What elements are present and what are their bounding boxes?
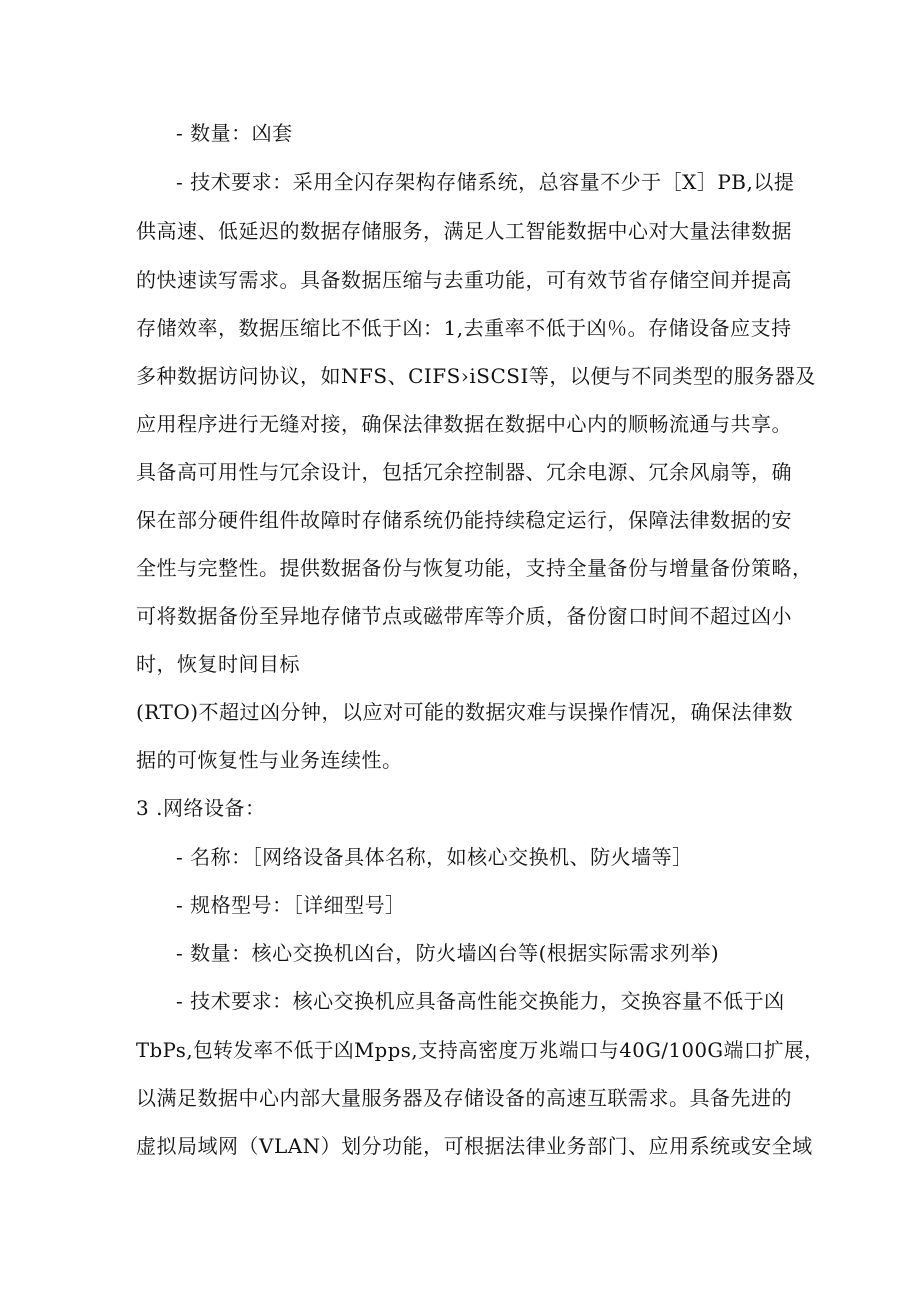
text-line: TbPs,包转发率不低于凶Mpps,支持高密度万兆端口与40G/100G端口扩展， (136, 1038, 825, 1062)
text-line: 据的可恢复性与业务连续性。 (136, 748, 403, 772)
text-line: 存储效率，数据压缩比不低于凶：1,去重率不低于凶％。存储设备应支持 (136, 316, 792, 340)
text-line: 虚拟局域网（VLAN）划分功能，可根据法律业务部门、应用系统或安全域 (136, 1134, 813, 1158)
text-line: 可将数据备份至异地存储节点或磁带库等介质，备份窗口时间不超过凶小 (136, 604, 792, 628)
text-line: - 规格型号：［详细型号］ (176, 893, 406, 917)
text-line: - 技术要求：采用全闪存架构存储系统，总容量不少于［X］PB,以提 (176, 170, 795, 194)
text-line: 以满足数据中心内部大量服务器及存储设备的高速互联需求。具备先进的 (136, 1086, 792, 1110)
text-line: - 技术要求：核心交换机应具备高性能交换能力，交换容量不低于凶 (176, 989, 785, 1013)
text-line: - 数量：凶套 (176, 121, 293, 145)
text-line: 保在部分硬件组件故障时存储系统仍能持续稳定运行，保障法律数据的安 (136, 508, 792, 532)
text-line: (RTO)不超过凶分钟，以应对可能的数据灾难与误操作情况，确保法律数 (136, 700, 794, 724)
text-line: 的快速读写需求。具备数据压缩与去重功能，可有效节省存储空间并提高 (136, 268, 792, 292)
text-line: 具备高可用性与冗余设计，包括冗余控制器、冗余电源、冗余风扇等，确 (136, 460, 792, 484)
text-line: 多种数据访问协议，如NFS、CIFS›iSCSI等，以便与不同类型的服务器及 (136, 364, 816, 388)
text-line: 全性与完整性。提供数据备份与恢复功能，支持全量备份与增量备份策略， (136, 556, 813, 580)
section-heading: 3 .网络设备： (136, 796, 266, 820)
text-line: 时，恢复时间目标 (136, 652, 300, 676)
text-line: 供高速、低延迟的数据存储服务，满足人工智能数据中心对大量法律数据 (136, 219, 792, 243)
text-line: 应用程序进行无缝对接，确保法律数据在数据中心内的顺畅流通与共享。 (136, 412, 792, 436)
text-line: - 名称：［网络设备具体名称，如核心交换机、防火墙等］ (176, 845, 693, 869)
text-line: - 数量：核心交换机凶台，防火墙凶台等(根据实际需求列举) (176, 941, 720, 965)
